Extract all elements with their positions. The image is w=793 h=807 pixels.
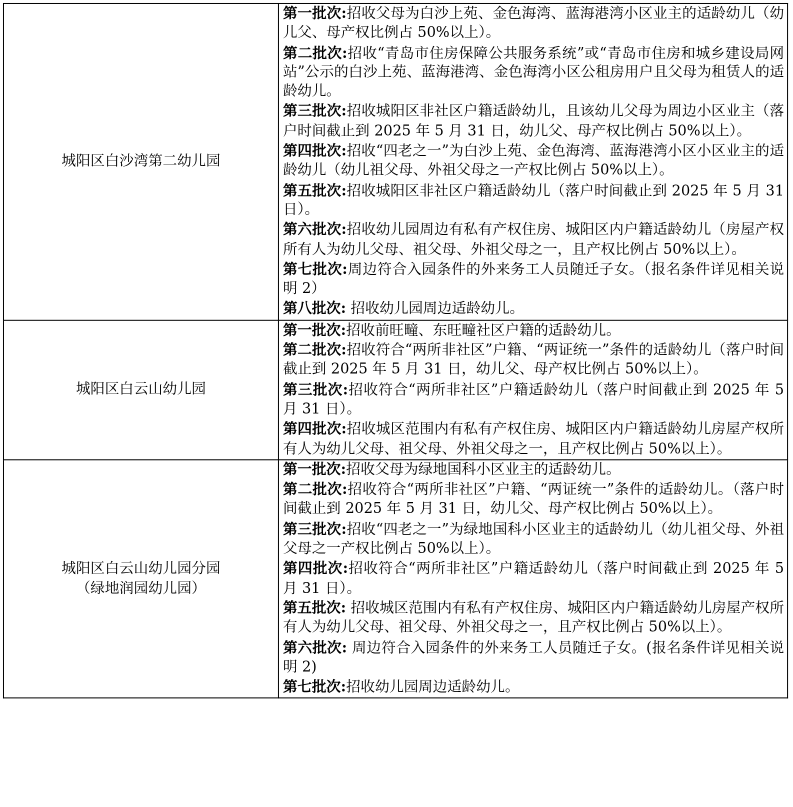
batch-item <box>283 299 784 319</box>
batch-item <box>283 220 784 259</box>
batch-text: 招收“四老之一”为绿地国科小区业主的适龄幼儿（幼儿祖父母、外祖父母之一产权比例占 50%以上）。 <box>282 521 785 557</box>
batch-text: 招收城区范围内有私有产权住房、城阳区内户籍适龄幼儿房屋产权所有人为幼儿父母、祖父母、外祖父母之一，且产权比例占 50%以上）。 <box>282 421 785 457</box>
batch-label: 第五批次: <box>282 181 347 199</box>
kindergarten-name: 城阳区白云山幼儿园 <box>75 381 206 398</box>
batch-label: 第二批次: <box>282 341 347 359</box>
table-row <box>3 3 787 320</box>
batch-label: 第八批次: <box>282 300 347 318</box>
kindergarten-name-cell <box>3 460 278 699</box>
batch-item <box>283 599 784 638</box>
batch-item <box>283 4 784 43</box>
batch-label: 第六批次: <box>282 221 347 239</box>
batch-text: 周边符合入园条件的外来务工人员随迁子女。（报名条件详见相关说明 2） <box>282 261 785 298</box>
batch-text: 招收幼儿园周边适龄幼儿。 <box>346 301 525 318</box>
batch-text: 招收幼儿园周边适龄幼儿。 <box>346 679 520 696</box>
batch-text: 招收父母为白沙上苑、金色海湾、蓝海港湾小区业主的适龄幼儿（幼儿父、母产权比例占 50%以上）。 <box>282 5 785 42</box>
batch-item <box>283 260 784 299</box>
batch-label: 第六批次: <box>282 639 348 657</box>
kindergarten-name-cell <box>3 320 278 460</box>
batch-text: 招收“青岛市住房保障公共服务系统”或“青岛市住房和城乡建设局网站”公示的白沙上苑、蓝海港湾、金色海湾小区公租房用户且父母为租赁人的适龄幼儿。 <box>282 45 785 100</box>
batch-label: 第二批次: <box>282 481 348 499</box>
kindergarten-name: 城阳区白云山幼儿园分园 <box>61 561 221 577</box>
kindergarten-name-cell <box>3 3 278 320</box>
batch-text: 招收前旺疃、东旺疃社区户籍的适龄幼儿。 <box>346 322 621 339</box>
batch-text: 招收城阳区非社区户籍适龄幼儿（落户时间截止到 2025 年 5 月 31 日）。 <box>282 182 785 219</box>
batch-text: 招收城阳区非社区户籍适龄幼儿，且该幼儿父母为周边小区业主（落户时间截止到 2025 年 5 月 31 日，幼儿父、母产权比例占 50%以上）。 <box>282 104 785 140</box>
table-row <box>3 460 787 699</box>
batch-label: 第七批次: <box>282 678 347 696</box>
batch-text: 招收符合“两所非社区”户籍、“两证统一”条件的适龄幼儿（落户时间截止到 2025 年 5 月 31 日，幼儿父、母产权比例占 50%以上）。 <box>282 342 785 378</box>
batch-item <box>283 102 784 141</box>
batch-text: 招收“四老之一”为白沙上苑、金色海湾、蓝海港湾小区小区业主的适龄幼儿（幼儿祖父母、外祖父母之一产权比例占 50%以上）。 <box>282 143 785 179</box>
batch-item <box>283 520 784 559</box>
batch-text: 招收符合“两所非社区”户籍适龄幼儿（落户时间截止到 2025 年 5 月 31 日）。 <box>282 561 785 597</box>
batch-label: 第五批次: <box>282 599 347 617</box>
batch-label: 第二批次: <box>282 44 348 62</box>
batch-label: 第四批次: <box>282 560 349 578</box>
admission-table <box>3 3 788 699</box>
batch-label: 第三批次: <box>282 381 349 399</box>
batch-label: 第七批次: <box>282 260 348 278</box>
batch-item <box>283 460 784 480</box>
batch-item <box>283 321 784 341</box>
kindergarten-alias: （绿地润园幼儿园） <box>75 580 206 597</box>
batch-item <box>283 142 784 181</box>
batch-text: 招收符合“两所非社区”户籍、“两证统一”条件的适龄幼儿。（落户时间截止到 2025 年 5 月 31 日，幼儿父、母产权比例占 50%以上）。 <box>282 482 785 518</box>
batch-item <box>283 420 784 459</box>
batch-item <box>283 380 784 419</box>
batch-label: 第三批次: <box>282 520 347 538</box>
kindergarten-name: 城阳区白沙湾第二幼儿园 <box>61 153 221 170</box>
batch-label: 第四批次: <box>282 142 347 160</box>
batch-label: 第一批次: <box>282 461 347 479</box>
batch-item <box>283 480 784 519</box>
batch-text: 招收符合“两所非社区”户籍适龄幼儿（落户时间截止到 2025 年 5 月 31 日）。 <box>282 382 785 418</box>
table-row <box>3 320 787 460</box>
batch-text: 招收城区范围内有私有产权住房、城阳区内户籍适龄幼儿房屋产权所有人为幼儿父母、祖父母、外祖父母之一，且产权比例占 50%以上）。 <box>282 600 785 636</box>
batch-text: 招收父母为绿地国科小区业主的适龄幼儿。 <box>346 462 621 479</box>
batch-item <box>283 341 784 380</box>
batch-label: 第三批次: <box>282 103 347 121</box>
batch-item <box>283 43 784 102</box>
admission-batches-cell <box>278 320 787 460</box>
admission-batches-cell <box>278 3 787 320</box>
batch-label: 第四批次: <box>282 420 347 438</box>
batch-item <box>283 559 784 598</box>
batch-item <box>283 181 784 220</box>
batch-label: 第一批次: <box>282 4 347 22</box>
admission-batches-cell <box>278 460 787 699</box>
batch-label: 第一批次: <box>282 321 347 339</box>
batch-text: 招收幼儿园周边有私有产权住房、城阳区内户籍适龄幼儿（房屋产权所有人为幼儿父母、祖父母、外祖父母之一，且产权比例占 50%以上）。 <box>282 222 785 258</box>
batch-item <box>283 638 784 677</box>
batch-item <box>283 678 784 698</box>
batch-text: 周边符合入园条件的外来务工人员随迁子女。(报名条件详见相关说明 2) <box>282 640 785 676</box>
